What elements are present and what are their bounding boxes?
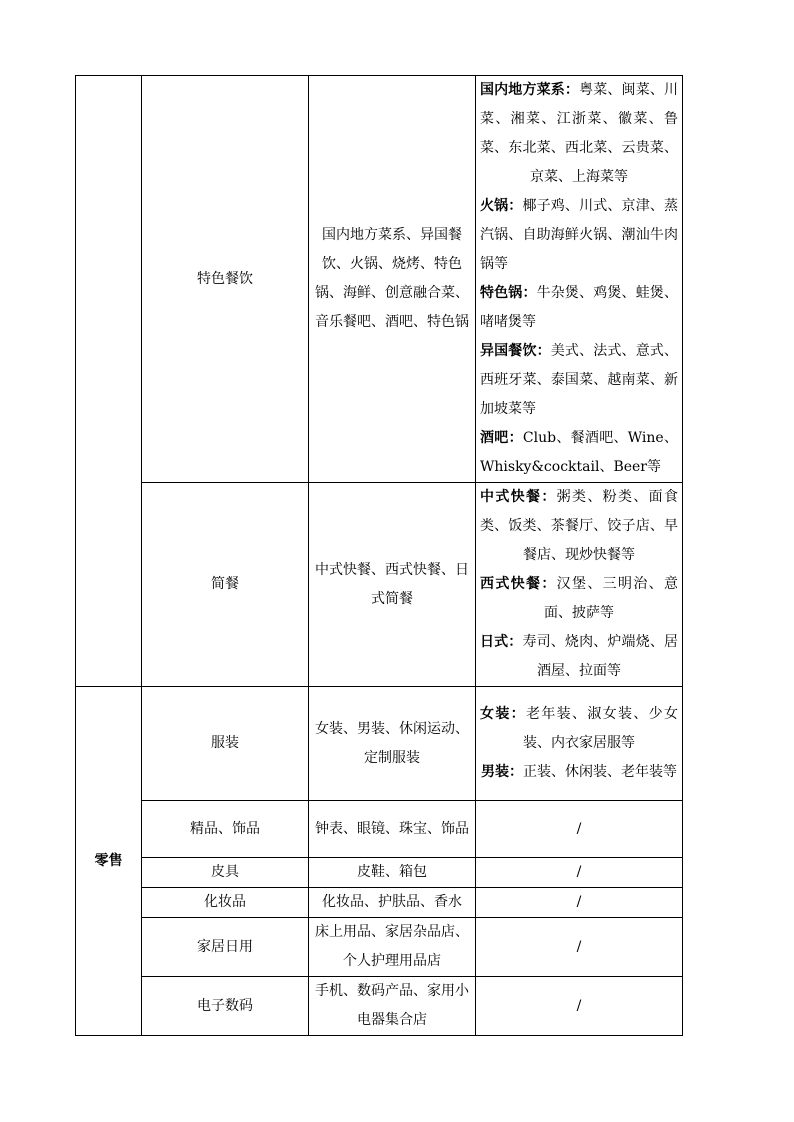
detail-cell	[476, 76, 683, 483]
detail-cell: /	[476, 888, 683, 918]
detail-item: 女装：老年装、淑女装、少女装、内衣家居服等	[480, 706, 678, 751]
detail-cell: /	[476, 977, 683, 1036]
scope-cell: 中式快餐、西式快餐、日式简餐	[309, 483, 476, 687]
subcategory-cell: 皮具	[142, 858, 309, 888]
scope-cell: 国内地方菜系、异国餐饮、火锅、烧烤、特色锅、海鲜、创意融合菜、音乐餐吧、酒吧、特色锅	[309, 76, 476, 483]
detail-item: 西式快餐：汉堡、三明治、意面、披萨等	[480, 576, 679, 621]
detail-item: 日式：寿司、烧肉、炉端烧、居酒屋、拉面等	[480, 634, 679, 679]
table-row	[76, 76, 683, 483]
business-category-table	[75, 75, 683, 1036]
category-cell: 零售	[76, 687, 142, 1036]
subcategory-cell: 简餐	[142, 483, 309, 687]
table-row	[76, 918, 683, 977]
scope-cell: 化妆品、护肤品、香水	[309, 888, 476, 918]
table-row	[76, 687, 683, 801]
detail-item: 国内地方菜系：粤菜、闽菜、川菜、湘菜、江浙菜、徽菜、鲁菜、东北菜、西北菜、云贵菜、京菜、上海菜等	[480, 82, 679, 185]
scope-cell: 钟表、眼镜、珠宝、饰品	[309, 801, 476, 858]
subcategory-cell: 电子数码	[142, 977, 309, 1036]
detail-cell	[476, 483, 683, 687]
table-row	[76, 888, 683, 918]
scope-cell: 女装、男装、休闲运动、定制服装	[309, 687, 476, 801]
category-cell	[76, 76, 142, 687]
detail-item: 特色锅：牛杂煲、鸡煲、蛙煲、啫啫煲等	[480, 285, 679, 330]
scope-cell: 床上用品、家居杂品店、个人护理用品店	[309, 918, 476, 977]
detail-item: 火锅：椰子鸡、川式、京津、蒸汽锅、自助海鲜火锅、潮汕牛肉锅等	[480, 198, 679, 272]
detail-item: 酒吧：Club、餐酒吧、Wine、Whisky&cocktail、Beer等	[480, 430, 678, 475]
table-row	[76, 483, 683, 687]
subcategory-cell: 家居日用	[142, 918, 309, 977]
detail-item: 异国餐饮：美式、法式、意式、西班牙菜、泰国菜、越南菜、新加坡菜等	[480, 343, 679, 417]
table-row	[76, 977, 683, 1036]
table-row	[76, 801, 683, 858]
table-row	[76, 858, 683, 888]
subcategory-cell: 精品、饰品	[142, 801, 309, 858]
scope-cell: 手机、数码产品、家用小电器集合店	[309, 977, 476, 1036]
detail-cell: /	[476, 801, 683, 858]
detail-cell	[476, 687, 683, 801]
subcategory-cell: 服装	[142, 687, 309, 801]
detail-cell: /	[476, 858, 683, 888]
detail-cell: /	[476, 918, 683, 977]
subcategory-cell: 特色餐饮	[142, 76, 309, 483]
scope-cell: 皮鞋、箱包	[309, 858, 476, 888]
detail-item: 中式快餐：粥类、粉类、面食类、饭类、茶餐厅、饺子店、早餐店、现炒快餐等	[480, 489, 679, 563]
subcategory-cell: 化妆品	[142, 888, 309, 918]
detail-item: 男装：正装、休闲装、老年装等	[481, 764, 677, 780]
